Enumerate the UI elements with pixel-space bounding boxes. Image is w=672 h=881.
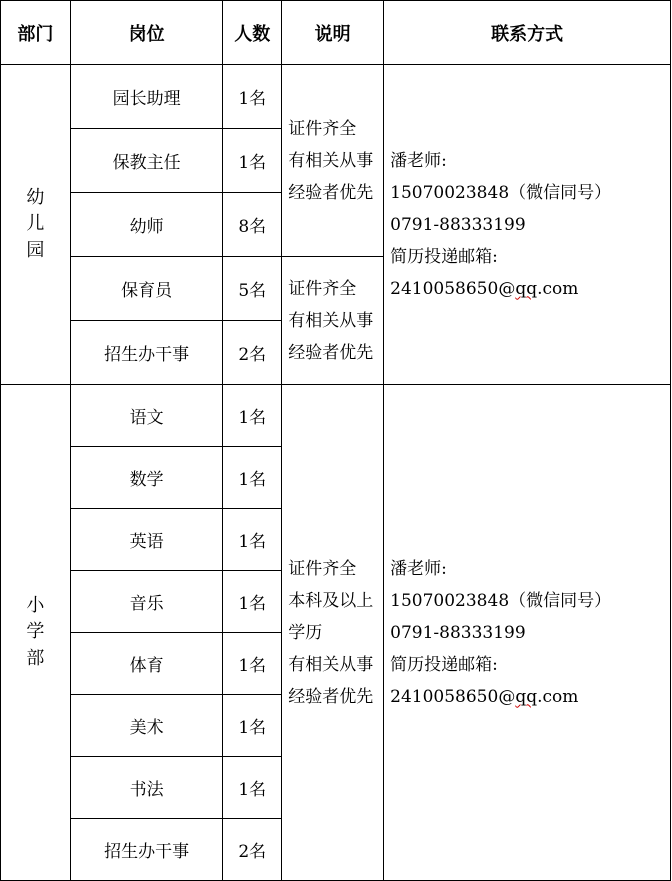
contact-tel: 0791-88333199 [390,214,526,235]
note-cell [282,65,384,257]
header-position: 岗位 [70,1,223,65]
count-cell: 1名 [223,757,282,819]
count-cell: 1名 [223,65,282,129]
note-line: 有相关从事 [288,150,374,171]
count-cell: 1名 [223,571,282,633]
position-cell: 语文 [70,385,223,447]
email-domain: qq [515,278,538,299]
header-count: 人数 [223,1,282,65]
position-cell: 数学 [70,447,223,509]
email-tld: .com [537,686,579,707]
position-cell: 美术 [70,695,223,757]
position-cell: 园长助理 [70,65,223,129]
count-cell: 1名 [223,447,282,509]
note-line: 本科及以上 [288,590,374,611]
note-line: 学历 [288,622,323,643]
header-row [1,1,671,65]
email-domain: qq [515,686,538,707]
contact-phone: 15070023848（微信同号） [390,182,612,203]
contact-cell [384,385,671,881]
note-line: 证件齐全 [288,558,357,579]
note-cell [282,257,384,385]
contact-resume-label: 简历投递邮箱: [390,654,498,675]
note-line: 证件齐全 [288,278,357,299]
note-cell [282,385,384,881]
note-line: 证件齐全 [288,118,357,139]
position-cell: 音乐 [70,571,223,633]
position-cell: 书法 [70,757,223,819]
note-line: 有相关从事 [288,310,374,331]
contact-email[interactable] [390,681,670,713]
count-cell: 1名 [223,385,282,447]
position-cell: 保育员 [70,257,223,321]
contact-email[interactable] [390,273,670,305]
count-cell: 2名 [223,321,282,385]
header-contact: 联系方式 [384,1,671,65]
contact-name: 潘老师: [390,150,447,171]
count-cell: 1名 [223,129,282,193]
note-line: 经验者优先 [288,342,374,363]
position-cell: 招生办干事 [70,321,223,385]
count-cell: 1名 [223,509,282,571]
dept-kindergarten: 幼儿园 [1,65,71,385]
dept-primary: 小学部 [1,385,71,881]
position-cell: 招生办干事 [70,819,223,881]
contact-cell [384,65,671,385]
note-line: 有相关从事 [288,654,374,675]
table-row [1,65,671,129]
count-cell: 8名 [223,193,282,257]
header-dept: 部门 [1,1,71,65]
position-cell: 体育 [70,633,223,695]
header-note: 说明 [282,1,384,65]
email-user: 2410058650@ [390,278,516,299]
position-cell: 幼师 [70,193,223,257]
count-cell: 1名 [223,695,282,757]
contact-resume-label: 简历投递邮箱: [390,246,498,267]
count-cell: 2名 [223,819,282,881]
contact-tel: 0791-88333199 [390,622,526,643]
count-cell: 1名 [223,633,282,695]
note-line: 经验者优先 [288,686,374,707]
position-cell: 英语 [70,509,223,571]
email-tld: .com [537,278,579,299]
note-line: 经验者优先 [288,182,374,203]
email-user: 2410058650@ [390,686,516,707]
contact-name: 潘老师: [390,558,447,579]
position-cell: 保教主任 [70,129,223,193]
contact-phone: 15070023848（微信同号） [390,590,612,611]
count-cell: 5名 [223,257,282,321]
table-row [1,385,671,447]
